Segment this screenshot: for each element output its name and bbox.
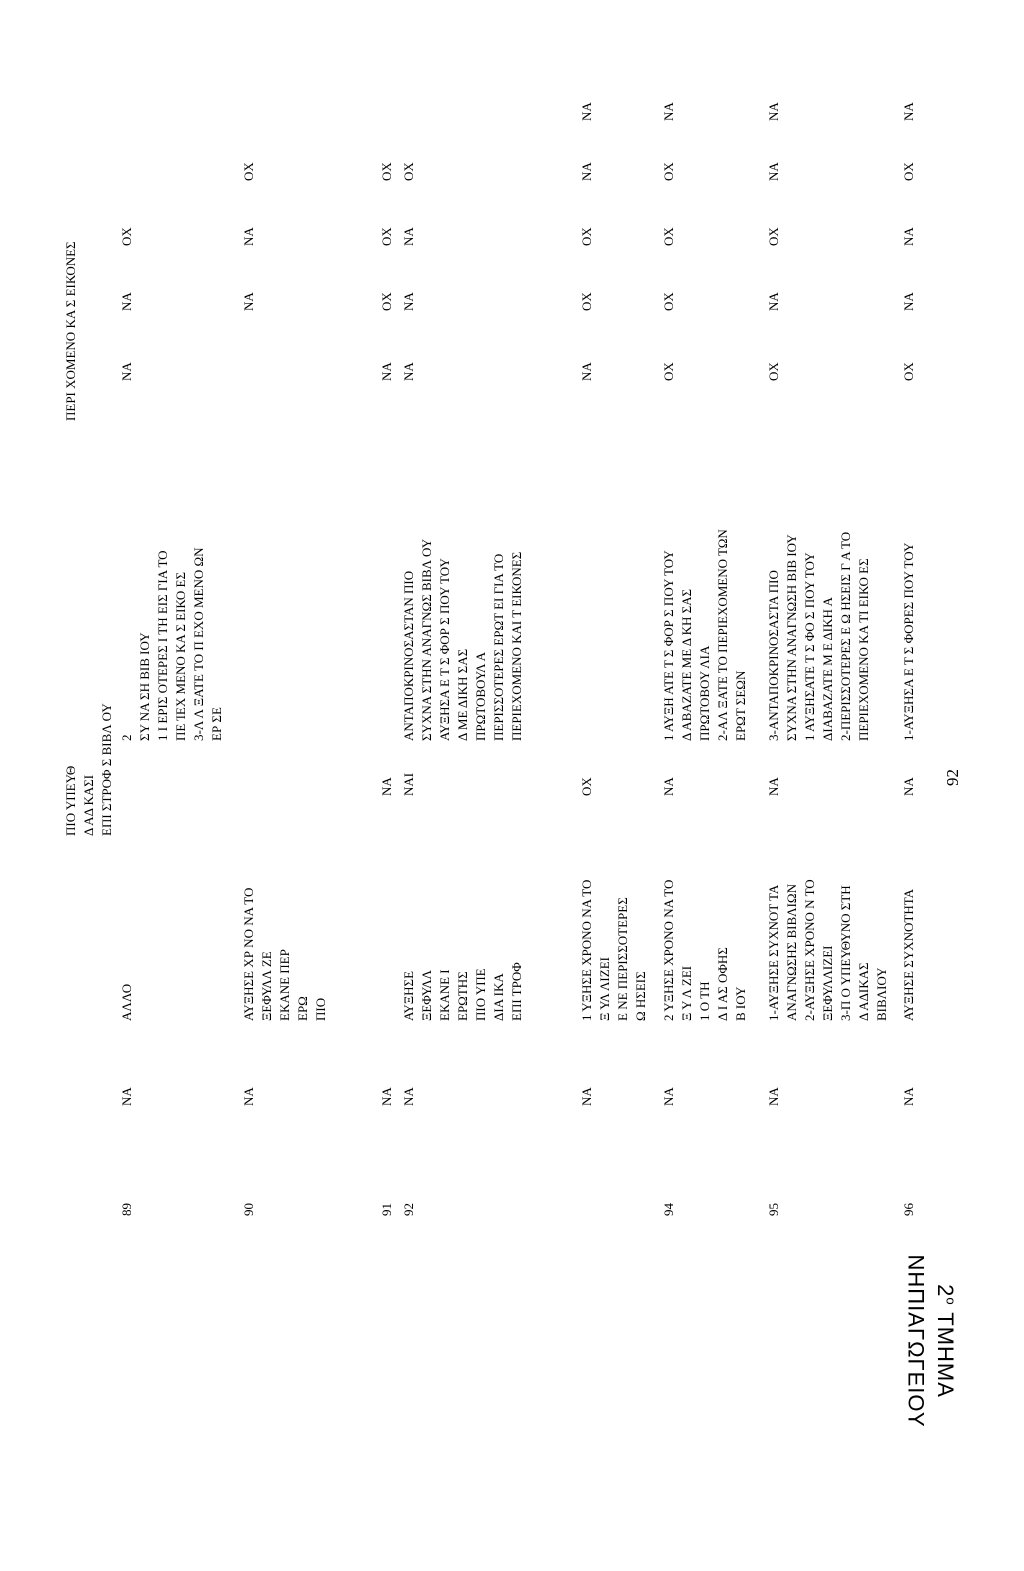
- desc-line: Ε ΝΕ ΠΕΡΙΣΣΟΤΕΡΕΣ: [615, 897, 630, 1021]
- desc-line: ΠΡΩΤΟΒΟΥ ΛΙΑ: [697, 645, 712, 741]
- section-title-line-2: ΝΗΠΙΑΓΩΓΕΙΟΥ: [903, 1254, 928, 1428]
- desc-line: Δ ΑΒΑΖΑΤΕ ΜΕ Δ ΚΗ ΣΑΣ: [679, 588, 694, 741]
- desc-line: Δ ΜΕ ΔΙΚΗ ΣΑΣ: [455, 648, 470, 741]
- desc-line: Δ ΑΔΙΚΑΣ: [856, 962, 871, 1021]
- desc-line: ΑΛΛΟ: [119, 983, 134, 1021]
- desc-line: ΠΕΡΙΣΣΟΤΕΡΕΣ ΕΡΩΤ ΕΙ ΓΙΑ ΤΟ: [491, 553, 506, 741]
- answer-cell: ΝΑ: [901, 777, 916, 796]
- desc-line: ΣΥ ΝΑ ΣΗ ΒΙΒ ΙΟΥ: [137, 632, 152, 741]
- answer-cell: ΝΑ: [766, 162, 781, 181]
- desc-line: Β ΙΟΥ: [733, 986, 748, 1021]
- mid-description: [118, 547, 226, 741]
- desc-line: 1-ΑΥΞΗΣΕ ΣΥΧΝΟΤ ΤΑ: [766, 884, 781, 1021]
- answer-cell: ΟΧ: [661, 227, 676, 246]
- left-description: [400, 962, 526, 1021]
- answer-cell: ΝΑ: [901, 102, 916, 121]
- left-description: [578, 880, 650, 1021]
- answer-cell: ΝΑ: [901, 1087, 916, 1106]
- desc-line: ΕΡΩΤΗΣ: [455, 971, 470, 1021]
- answer-cell: ΝΑ: [901, 292, 916, 311]
- desc-line: 1 ΑΥΞΗ ΑΤΕ Τ Σ ΦΟΡ Σ ΠΟΥ ΤΟΥ: [661, 550, 676, 741]
- answer-cell: ΝΑ: [119, 1087, 134, 1106]
- row-id: 95: [766, 1203, 781, 1216]
- left-description: [660, 880, 750, 1021]
- section-title-ordinal: ο: [943, 1297, 959, 1306]
- desc-line: ΒΙΒΛΙΟΥ: [874, 967, 889, 1021]
- desc-line: 1-ΑΥΞΗΣΑ Ε Τ Σ ΦΟΡΕΣ ΠΟΥ ΤΟΥ: [901, 542, 916, 741]
- answer-cell: ΝΑΙ: [401, 772, 416, 796]
- answer-cell: ΝΑ: [379, 1087, 394, 1106]
- answer-cell: ΟΧ: [379, 227, 394, 246]
- left-description: [765, 879, 891, 1021]
- answer-cell: ΟΧ: [401, 162, 416, 181]
- answer-cell: ΟΧ: [379, 292, 394, 311]
- desc-line: ΕΡ ΣΕ: [209, 707, 224, 741]
- desc-line: 3-Λ Λ ΞΑΤΕ ΤΟ Π ΕΧΟ ΜΕΝΟ ΩΝ: [191, 547, 206, 741]
- desc-line: 2-ΑΛ ΞΑΤΕ ΤΟ ΠΕΡΙΕΧΟΜΕΝΟ ΤΩΝ: [715, 529, 730, 741]
- answer-cell: ΝΑ: [579, 1087, 594, 1106]
- left-description: [118, 984, 136, 1021]
- page-number: 92: [943, 769, 962, 786]
- desc-line: 1 Ο ΤΗ: [697, 981, 712, 1021]
- section-title-word: ΤΜΗΜΑ: [933, 1305, 958, 1398]
- desc-line: ΞΕΦΥΛΛ ΖΕ: [259, 951, 274, 1021]
- answer-cell: ΟΧ: [579, 227, 594, 246]
- left-description: [240, 888, 330, 1021]
- answer-cell: ΝΑ: [241, 1087, 256, 1106]
- desc-line: ΠΙΟ ΥΠΕ: [473, 968, 488, 1021]
- header-line: ΠΙΟ ΥΠΕΥΘ: [63, 765, 78, 836]
- desc-line: 3-ΑΝΤΑΠΟΚΡΙΝΟΣΑΣΤΑ ΠΙΟ: [766, 570, 781, 741]
- answer-cell: ΝΑ: [766, 777, 781, 796]
- desc-line: 2-ΑΥΞΗΣΕ ΧΡΟΝΟ Ν ΤΟ: [802, 879, 817, 1021]
- desc-line: ΣΥΧΝΑ ΣΤΗΝ ΑΝΑΓΝΩΣ ΒΙΒΛ ΟΥ: [419, 538, 434, 741]
- desc-line: ΣΥΧΝΑ ΣΤΗΝ ΑΝΑΓΝΩΣΗ ΒΙΒ ΙΟΥ: [784, 534, 799, 741]
- answer-cell: ΟΧ: [379, 162, 394, 181]
- section-title: [900, 1211, 965, 1471]
- answer-cell: ΝΑ: [766, 102, 781, 121]
- answer-cell: ΝΑ: [241, 292, 256, 311]
- desc-line: 1 Ι ΕΡΙΣ ΟΤΕΡΕΣ Ι ΤΗ ΕΙΣ ΓΙΑ ΤΟ: [155, 550, 170, 741]
- row-id: 92: [401, 1203, 416, 1216]
- answer-cell: ΟΧ: [766, 362, 781, 381]
- answer-cell: ΝΑ: [661, 102, 676, 121]
- desc-line: ΔΙΑΒΑΖΑΤΕ Μ Ε ΔΙΚΗ Α: [820, 597, 835, 741]
- desc-line: Ξ Υ Λ ΖΕΙ: [679, 965, 694, 1021]
- answer-cell: ΝΑ: [401, 1087, 416, 1106]
- answer-cell: ΟΧ: [661, 292, 676, 311]
- answer-cell: ΝΑ: [401, 362, 416, 381]
- answer-cell: ΝΑ: [766, 292, 781, 311]
- desc-line: ΕΚΑΝΕ Ι: [437, 969, 452, 1021]
- desc-line: Ω ΗΣΕΙΣ: [633, 971, 648, 1021]
- answer-cell: ΟΧ: [579, 777, 594, 796]
- mid-description: [900, 543, 918, 741]
- mid-description: [765, 532, 873, 741]
- header-line: ΕΠΙ ΣΤΡΟΦ Σ ΒΙΒΛ ΟΥ: [99, 703, 114, 836]
- answer-cell: ΟΧ: [241, 162, 256, 181]
- mid-description: [660, 529, 750, 741]
- answer-cell: ΝΑ: [766, 1087, 781, 1106]
- row-id: 89: [119, 1203, 134, 1216]
- answer-cell: ΝΑ: [579, 102, 594, 121]
- header-title: ΠΕΡΙ ΧΟΜΕΝΟ ΚΑ Σ ΕΙΚΟΝΕΣ: [63, 241, 78, 421]
- answer-cell: ΝΑ: [379, 777, 394, 796]
- desc-line: ΑΥΞΗΣΑ Ε Τ Σ ΦΟΡ Σ ΠΟΥ ΤΟΥ: [437, 558, 452, 741]
- desc-line: ΑΝΤΑΠΟΚΡΙΝΟΣΑΣΤΑΝ ΠΙΟ: [401, 570, 416, 741]
- desc-line: ΠΡΩΤΟΒΟΥΛ Α: [473, 651, 488, 741]
- row-id: 91: [379, 1203, 394, 1216]
- desc-line: ΠΕΡΙΕΧΟΜΕΝΟ ΚΑΙ Τ ΕΙΚΟΝΕΣ: [509, 551, 524, 741]
- answer-cell: ΟΧ: [766, 227, 781, 246]
- answer-cell: ΟΧ: [119, 227, 134, 246]
- desc-line: ΑΝΑΓΝΩΣΗΣ ΒΙΒΛΙΩΝ: [784, 884, 799, 1021]
- answer-cell: ΟΧ: [579, 292, 594, 311]
- answer-cell: ΝΑ: [901, 227, 916, 246]
- desc-line: 3-Π Ο ΥΠΕΥΘΥΝΟ ΣΤΗ: [838, 885, 853, 1021]
- desc-line: 1 ΑΥΞΗΣΑΤΕ Τ Σ ΦΟ Σ ΠΟΥ ΤΟΥ: [802, 552, 817, 741]
- desc-line: Ξ ΥΛ ΛΙΖΕΙ: [597, 957, 612, 1021]
- answer-cell: ΝΑ: [401, 292, 416, 311]
- desc-line: ΠΙΟ: [313, 997, 328, 1021]
- desc-line: ΔΙΑ ΙΚΑ: [491, 973, 506, 1021]
- answer-cell: ΝΑ: [379, 362, 394, 381]
- answer-cell: ΟΧ: [661, 162, 676, 181]
- left-description: [900, 889, 918, 1021]
- desc-line: ΑΥΞΗΣΕ ΣΥΧΝΟΤΗΤΑ: [901, 888, 916, 1021]
- answer-cell: ΝΑ: [241, 227, 256, 246]
- header-line: Δ ΑΔ ΚΑΣΙ: [81, 774, 96, 836]
- desc-line: ΑΥΞΗΣΕ ΧΡ ΝΟ ΝΑ ΤΟ: [241, 887, 256, 1021]
- desc-line: ΕΡΩ: [295, 996, 310, 1021]
- row-id: 94: [661, 1203, 676, 1216]
- answer-cell: ΝΑ: [401, 227, 416, 246]
- desc-line: Δ Ι ΑΣ ΟΦΗΣ: [715, 947, 730, 1021]
- answer-cell: ΟΧ: [901, 362, 916, 381]
- desc-line: ΑΥΞΗΣΕ: [401, 970, 416, 1021]
- desc-line: 2-ΠΕΡΙΣΣΟΤΕΡΕΣ Ε Ω ΗΣΕΙΣ Γ Α ΤΟ: [838, 531, 853, 741]
- desc-line: ΕΠΙ ΤΡΟΦ: [509, 962, 524, 1021]
- desc-line: ΞΕΦΥΛΛΙΖΕΙ: [820, 945, 835, 1021]
- section-title-line-1: [930, 1211, 965, 1471]
- left-column-header: [62, 703, 116, 836]
- desc-line: ΠΕ ΊΕΧ ΜΕΝΟ ΚΑ Σ ΕΙΚΟ ΕΣ: [173, 571, 188, 741]
- row-id: 90: [241, 1203, 256, 1216]
- desc-line: 1 ΥΞΗΣΕ ΧΡΟΝΟ ΝΑ ΤΟ: [579, 879, 594, 1021]
- answer-cell: ΟΧ: [661, 362, 676, 381]
- answer-cell: ΝΑ: [661, 777, 676, 796]
- section-title-number: 2: [933, 1284, 958, 1298]
- answer-cell: ΝΑ: [119, 362, 134, 381]
- desc-line: ΕΚΑΝΕ ΠΕΡ: [277, 949, 292, 1021]
- desc-line: 2: [119, 734, 134, 741]
- section-title-block: [0, 1171, 1024, 1511]
- desc-line: 2 ΥΞΗΣΕ ΧΡΟΝΟ ΝΑ ΤΟ: [661, 879, 676, 1021]
- answer-cell: ΝΑ: [579, 362, 594, 381]
- answer-cell: ΝΑ: [579, 162, 594, 181]
- mid-description: [400, 539, 526, 741]
- desc-line: ΠΕΡΙΕΧΟΜΕΝΟ ΚΑ ΤΙ ΕΙΚΟ ΕΣ: [856, 558, 871, 741]
- answer-cell: ΝΑ: [661, 1087, 676, 1106]
- row-id: 96: [901, 1203, 916, 1216]
- desc-line: ΞΕΦΥΛΛ: [419, 970, 434, 1021]
- answer-cell: ΟΧ: [901, 162, 916, 181]
- desc-line: ΕΡΩΤ ΣΕΩΝ: [733, 670, 748, 741]
- answer-cell: ΝΑ: [119, 292, 134, 311]
